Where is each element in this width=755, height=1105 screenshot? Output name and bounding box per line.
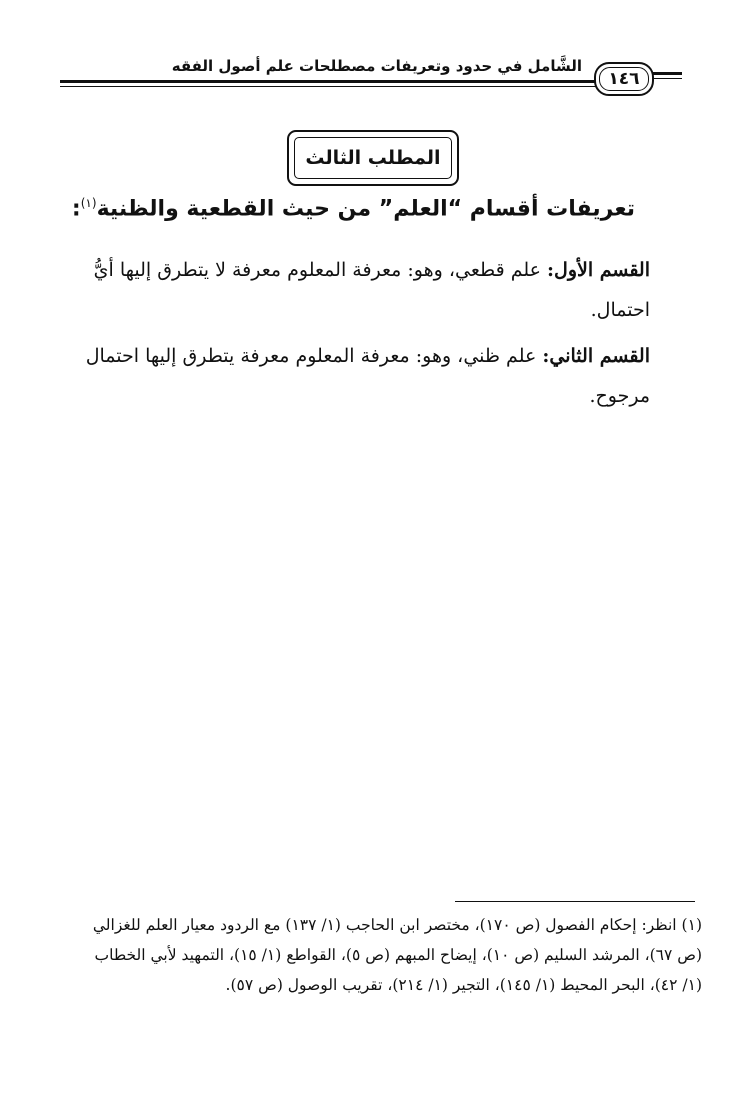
page-number bbox=[594, 62, 654, 96]
paragraph-text: علم قطعي، وهو: معرفة المعلوم معرفة لا يتطرق إليها أيُّ احتمال. bbox=[93, 259, 650, 321]
footnote bbox=[72, 910, 702, 1000]
footnote-separator bbox=[455, 901, 695, 902]
paragraph-label: القسم الثاني: bbox=[542, 345, 650, 367]
main-heading bbox=[71, 196, 635, 222]
heading-trail: : bbox=[71, 196, 81, 222]
footnote-text: انظر: إحكام الفصول (ص ١٧٠)، مختصر ابن الحاجب (١/ ١٣٧) مع الردود معيار العلم للغزالي (ص ٦٧)، المرشد السليم (ص ١٠)، إيضاح المبهم (ص ٥)، القواطع (١/ ١٥)، التمهيد لأبي الخطاب (١/ ٤٢)، البحر المحيط (١/ ١٤٥)، التجير (١/ ٢١٤)، تقريب الوصول (ص ٥٧). bbox=[92, 916, 702, 994]
header-rule-thick bbox=[60, 80, 596, 83]
heading-footnote-ref[interactable]: (١) bbox=[80, 196, 97, 210]
header-rule-right-thick bbox=[652, 72, 682, 75]
paragraph-second-division bbox=[60, 336, 650, 416]
main-heading-text: تعريفات أقسام “العلم” من حيث القطعية والظنية bbox=[96, 196, 635, 222]
footnote-number: (١) bbox=[681, 916, 702, 934]
section-title: المطلب الثالث bbox=[305, 147, 441, 169]
header-rule-right-thin bbox=[652, 78, 682, 79]
paragraph-label: القسم الأول: bbox=[547, 259, 650, 281]
paragraph-text: علم ظني، وهو: معرفة المعلوم معرفة يتطرق إليها احتمال مرجوح. bbox=[85, 345, 650, 407]
paragraph-first-division bbox=[60, 250, 650, 330]
page-number-text: ١٤٦ bbox=[608, 69, 640, 89]
section-title-frame bbox=[287, 130, 459, 186]
running-header-title: الشَّامل في حدود وتعريفات مصطلحات علم أصول الفقه bbox=[171, 57, 582, 75]
header-rule-thin bbox=[60, 86, 596, 87]
